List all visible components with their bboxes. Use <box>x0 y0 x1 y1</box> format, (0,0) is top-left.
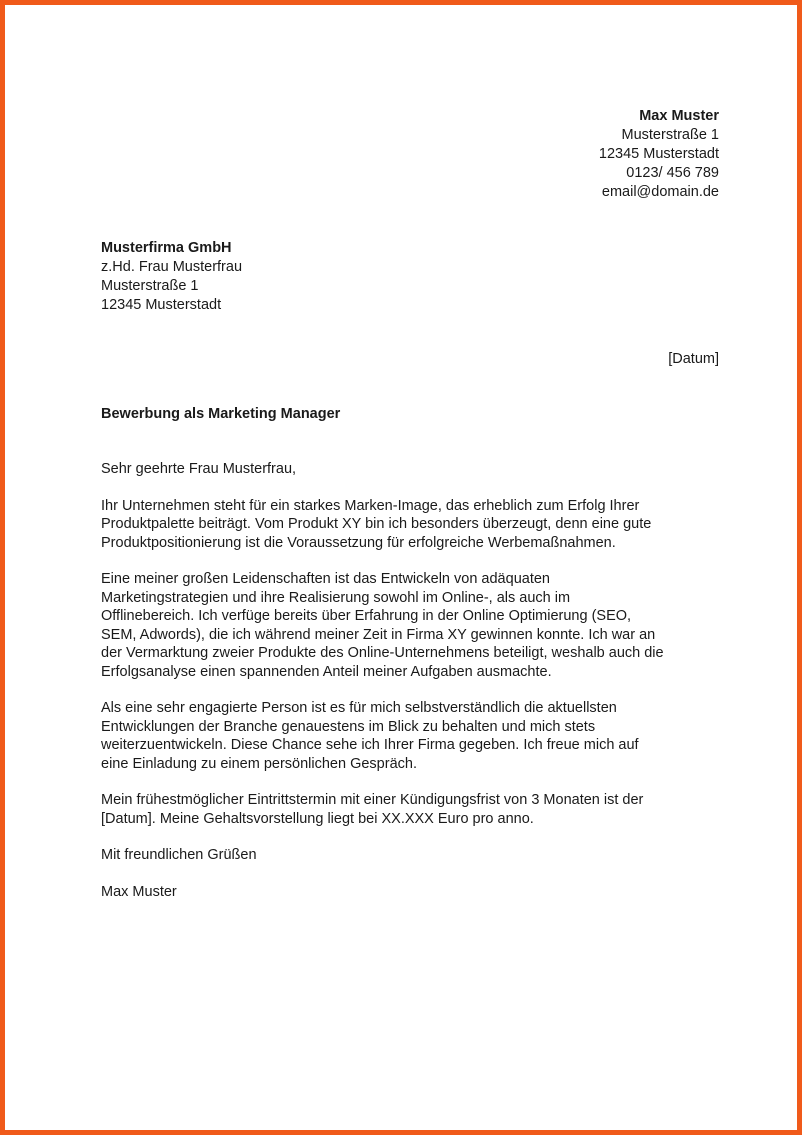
paragraph-line: Produktpositionierung ist die Voraussetzung für erfolgreiche Werbemaßnahmen. <box>101 534 616 551</box>
paragraph-line: Als eine sehr engagierte Person ist es für mich selbstverständlich die aktuellsten <box>101 700 617 716</box>
recipient-address <box>101 239 242 315</box>
paragraph-line: Mein frühestmöglicher Eintrittstermin mit einer Kündigungsfrist von 3 Monaten ist der <box>101 792 644 808</box>
paragraph-line: Eine meiner großen Leidenschaften ist das Entwickeln von adäquaten <box>101 571 550 587</box>
paragraph-line: [Datum]. Meine Gehaltsvorstellung liegt bei XX.XXX Euro pro anno. <box>101 810 534 827</box>
sender-phone: 0123/ 456 789 <box>626 165 719 181</box>
paragraph-line: weiterzuentwickeln. Diese Chance sehe ich Ihrer Firma gegeben. Ich freue mich auf <box>101 737 639 753</box>
recipient-city: 12345 Musterstadt <box>101 297 222 313</box>
closing: Mit freundlichen Grüßen <box>101 847 257 863</box>
paragraph-line: Offlinebereich. Ich verfüge bereits über Erfahrung in der Online Optimierung (SEO, <box>101 608 632 624</box>
paragraph-line: eine Einladung zu einem persönlichen Gespräch. <box>101 755 417 772</box>
letter-body <box>101 460 741 919</box>
sender-address <box>599 107 719 202</box>
recipient-street: Musterstraße 1 <box>101 278 199 294</box>
sender-email: email@domain.de <box>601 184 719 200</box>
paragraph-line: SEM, Adwords), die ich während meiner Zeit in Firma XY gewinnen konnte. Ich war an <box>101 626 656 643</box>
paragraph-2 <box>101 570 741 681</box>
paragraph-line: der Vermarktung zweier Produkte des Online-Unternehmens beteiligt, weshalb auch die <box>101 645 664 661</box>
letter-date: [Datum] <box>668 351 719 367</box>
letter-subject: Bewerbung als Marketing Manager <box>101 406 341 422</box>
sender-street: Musterstraße 1 <box>621 127 719 143</box>
paragraph-line: Erfolgsanalyse einen spannenden Anteil meiner Aufgaben ausmachte. <box>101 663 552 680</box>
signature: Max Muster <box>101 883 177 900</box>
paragraph-3 <box>101 699 741 773</box>
sender-city: 12345 Musterstadt <box>598 146 719 162</box>
paragraph-1 <box>101 497 741 553</box>
sender-name: Max Muster <box>639 108 719 124</box>
paragraph-line: Marketingstrategien und ihre Realisierung sowohl im Online-, als auch im <box>101 589 571 606</box>
paragraph-line: Ihr Unternehmen steht für ein starkes Marken-Image, das erheblich zum Erfolg Ihrer <box>101 497 640 514</box>
paragraph-4 <box>101 791 741 828</box>
salutation: Sehr geehrte Frau Musterfrau, <box>101 461 297 477</box>
paragraph-line: Produktpalette beiträgt. Vom Produkt XY bin ich besonders überzeugt, denn eine gute <box>101 516 652 532</box>
recipient-company: Musterfirma GmbH <box>101 240 232 256</box>
paragraph-line: Entwicklungen der Branche genauestens im Blick zu behalten und mich stets <box>101 718 596 735</box>
recipient-attention: z.Hd. Frau Musterfrau <box>101 259 243 275</box>
